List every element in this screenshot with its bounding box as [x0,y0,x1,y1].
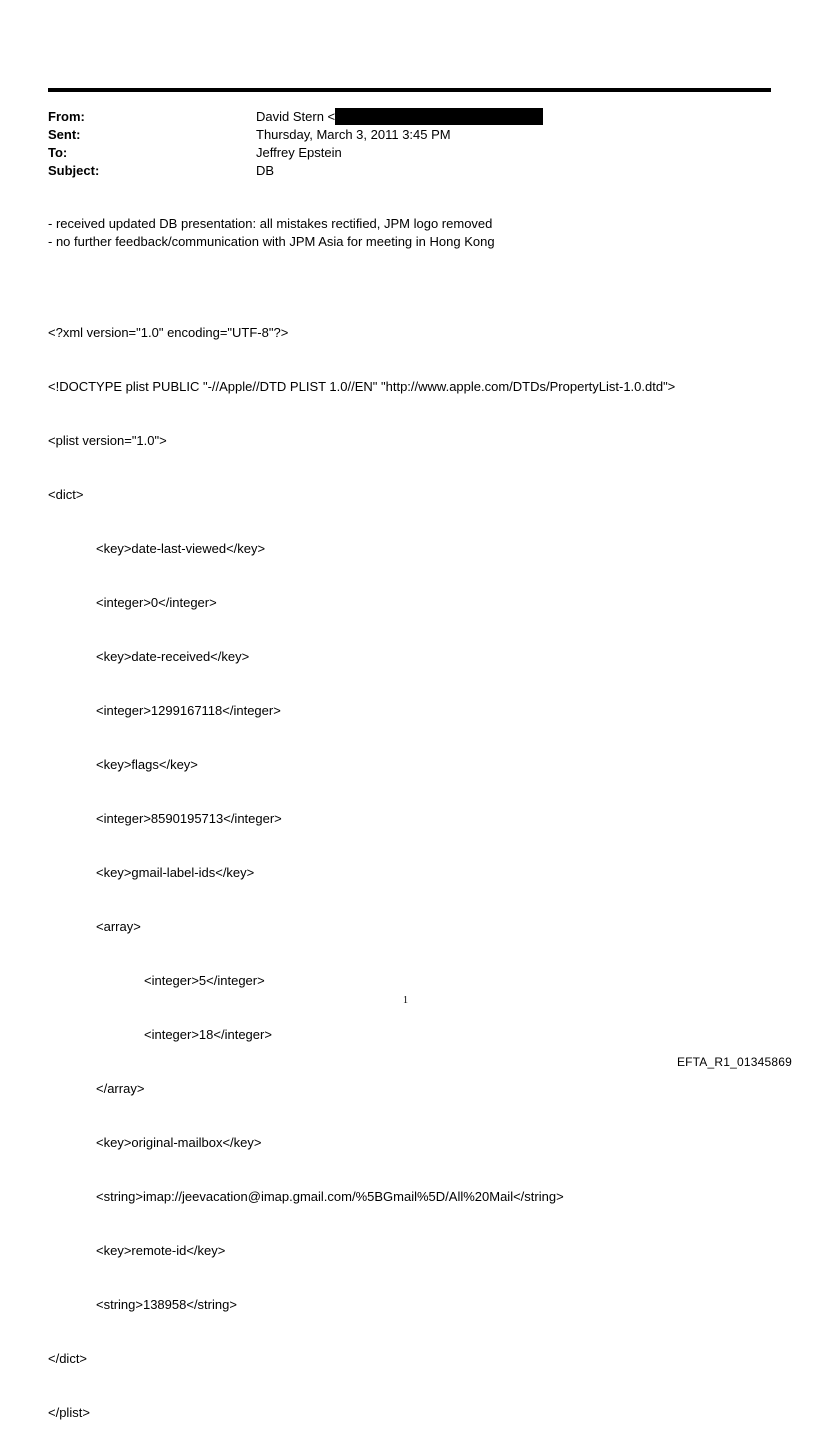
sent-value: Thursday, March 3, 2011 3:45 PM [256,127,451,142]
plist-line: <!DOCTYPE plist PUBLIC "-//Apple//DTD PLIST 1.0//EN" "http://www.apple.com/DTDs/PropertyList-1.0.dtd"> [48,379,676,394]
subject-label: Subject: [48,163,100,178]
subject-value: DB [256,163,275,178]
body-line: - no further feedback/communication with JPM Asia for meeting in Hong Kong [48,234,495,249]
plist-line: <integer>5</integer> [144,973,265,988]
sent-label: Sent: [48,127,81,142]
plist-line: <key>date-last-viewed</key> [96,541,266,556]
redaction-box [335,108,543,125]
plist-line: </array> [96,1081,145,1096]
plist-line: <integer>0</integer> [96,595,217,610]
sent-row [48,126,771,144]
plist-line: <key>flags</key> [96,757,198,772]
plist-line: <string>138958</string> [96,1297,237,1312]
to-label: To: [48,145,68,160]
page-number: 1 [403,995,408,1006]
plist-line: <?xml version="1.0" encoding="UTF-8"?> [48,325,289,340]
plist-line: <integer>18</integer> [144,1027,272,1042]
plist-line: <dict> [48,487,84,502]
bates-number: EFTA_R1_01345869 [676,1055,792,1069]
from-value [256,108,771,126]
plist-line: <key>remote-id</key> [96,1243,226,1258]
to-row [48,144,771,162]
email-headers [48,108,771,180]
to-value: Jeffrey Epstein [256,145,342,160]
plist-line: <integer>1299167118</integer> [96,703,281,718]
plist-line: <integer>8590195713</integer> [96,811,282,826]
plist-line: <key>original-mailbox</key> [96,1135,262,1150]
plist-line: <plist version="1.0"> [48,433,167,448]
plist-line: </dict> [48,1351,88,1366]
from-name: David Stern < [256,109,336,124]
plist-line: <key>date-received</key> [96,649,250,664]
subject-row [48,162,771,180]
header-rule [48,88,771,92]
plist-line: <string>imap://jeevacation@imap.gmail.com/%5BGmail%5D/All%20Mail</string> [96,1189,564,1204]
plist-line: <array> [96,919,141,934]
body-line: - received updated DB presentation: all mistakes rectified, JPM logo removed [48,216,493,231]
from-row [48,108,771,126]
from-label: From: [48,109,85,124]
plist-line: </plist> [48,1405,90,1420]
plist-block [48,288,788,1440]
email-body [48,215,771,251]
plist-line: <key>gmail-label-ids</key> [96,865,255,880]
